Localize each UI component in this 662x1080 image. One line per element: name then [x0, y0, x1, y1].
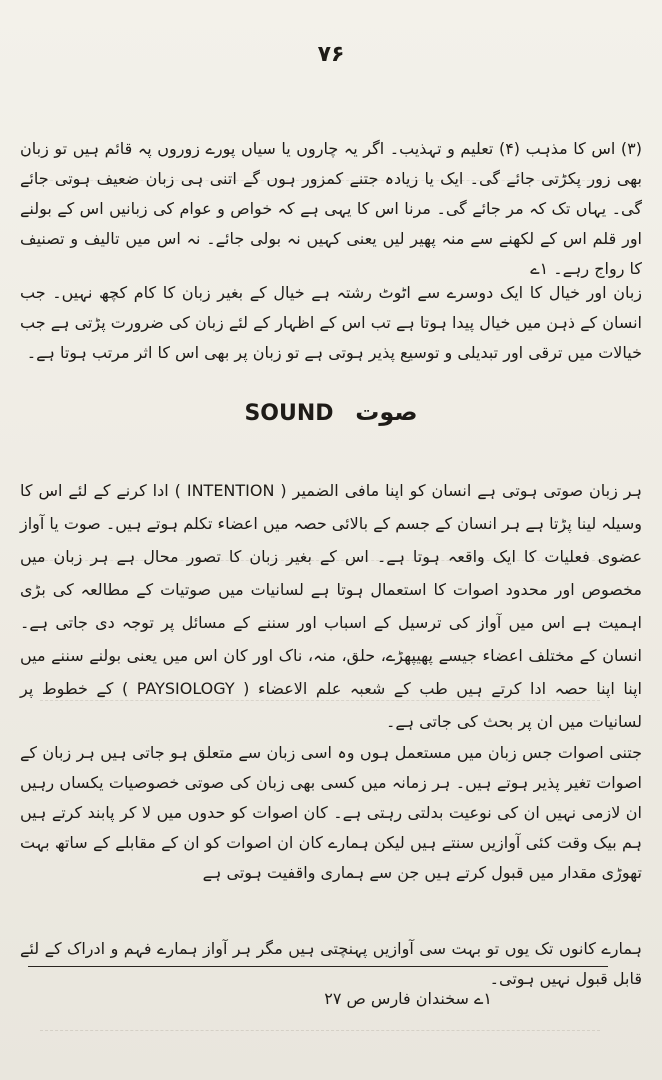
section-heading-urdu: صوت: [355, 398, 418, 426]
section-heading-english: SOUND: [244, 401, 334, 426]
page-number: ۷۶: [317, 42, 345, 67]
bleed-through-line: [40, 1030, 600, 1041]
footnote: ۱ے سخندان فارس ص ۲۷: [324, 989, 492, 1008]
footnote-divider: [28, 966, 608, 967]
paragraph-4: جتنی اصوات جس زبان میں مستعمل ہوں وہ اسی زبان سے متعلق ہو جاتی ہیں ہر زبان کے اصوات تغیر پذیر ہوتے ہیں۔ ہر زمانہ میں کسی بھی زبان کی صوتی خصوصیات یکساں رہیں ان لازمی نہیں ان کی نوعیت بدلتی رہتی ہے۔ کان اصوات کو حدوں میں لا کر پابند کرتے ہیں ہم بیک وقت کئی آوازیں سنتے ہیں لیکن ہمارے کان ان اصوات کو ان کے مقابلے کے ساتھ بہت تھوڑی مقدار میں قبول کرتے ہیں جن سے ہماری واقفیت ہوتی ہے: [20, 743, 643, 882]
paragraph-1: (۳) اس کا مذہب (۴) تعلیم و تہذیب۔ اگر یہ چاروں یا سیاں پورے زوروں پہ قائم ہیں تو زبان بھی زور پکڑتی جائے گی۔ ایک یا زیادہ جتنے کمزور ہوں گے اتنی ہی زبان ضعیف ہوتی جائے گی۔ یہاں تک کہ مر جائے گی۔ مرنا اس کا یہی ہے کہ خواص و عوام کی زبانیں اس کے بولنے اور قلم اس کے لکھنے سے منہ پھیر لیں یعنی کہیں نہ بولی جائے۔ نہ اس میں تالیف و تصنیف کا رواج رہے۔ ۱ے: [20, 139, 642, 278]
paragraph-2: زبان اور خیال کا ایک دوسرے سے اٹوٹ رشتہ ہے خیال کے بغیر زبان کا کام کچھ نہیں۔ جب انسان کے ذہن میں خیال پیدا ہوتا ہے تب اس کے اظہار کے لئے زبان کی ضرورت پڑتی ہے جب خیالات میں ترقی اور تبدیلی و توسیع پذیر ہوتی ہے تو زبان پر بھی اس کا اثر مرتب ہوتا ہے۔: [20, 283, 642, 362]
paragraph-3: ہر زبان صوتی ہوتی ہے انسان کو اپنا مافی الضمیر ( INTENTION ) ادا کرنے کے لئے اس کا وسیلہ لینا پڑتا ہے ہر انسان کے جسم کے بالائی حصہ میں اعضاء تکلم ہوتے ہیں۔ صوت یا آواز عضوی فعلیات کا ایک واقعہ ہوتا ہے۔ اس کے بغیر زبان کا تصور محال ہے ہر زبان میں مخصوص اور محدود اصوات کا استعمال ہوتا ہے لسانیات میں صوتیات کے مطالعہ کی بڑی اہمیت ہے اس میں آواز کی ترسیل کے اسباب اور سننے کے مسائل پر توجہ دی جاتی ہے۔ انسان کے مختلف اعضاء جیسے پھیپھڑے، حلق، منہ، ناک اور کان اس میں یعنی بولنے سننے میں اپنا اپنا حصہ ادا کرتے ہیں طب کے شعبہ علم الاعضاء ( PAYSIOLOGY ) کے خطوط پر لسانیات میں ان پر بحث کی جاتی ہے۔: [19, 481, 643, 731]
paragraph-5: ہمارے کانوں تک یوں تو بہت سی آوازیں پہنچتی ہیں مگر ہر آواز ہمارے فہم و ادراک کے لئے قابل قبول نہیں ہوتی۔: [20, 939, 642, 988]
section-heading: [0, 398, 662, 426]
